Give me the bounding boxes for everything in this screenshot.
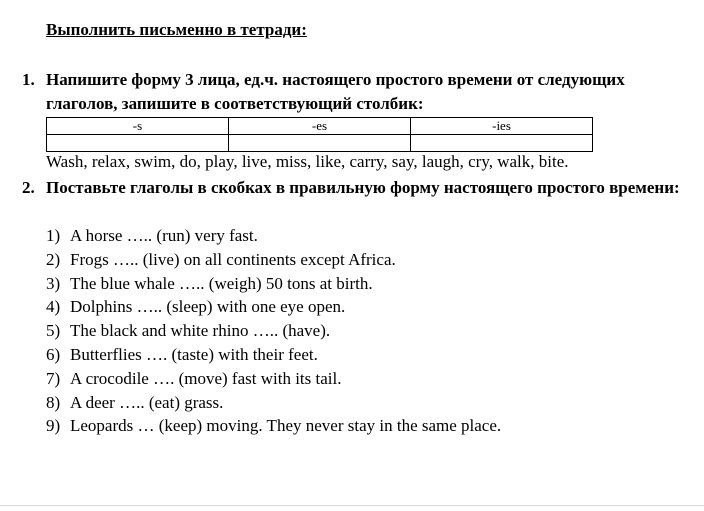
page-title: Выполнить письменно в тетради: <box>46 20 307 39</box>
sentence-number: 3) <box>46 273 61 293</box>
sentence-number: 6) <box>46 344 61 364</box>
sentence-text: The blue whale ….. (weigh) 50 tons at birth. <box>70 273 373 293</box>
table-header-row <box>47 118 593 135</box>
sentence-list <box>46 224 501 438</box>
table-cell-ies <box>411 135 593 152</box>
table-empty-row <box>47 135 593 152</box>
list-item <box>46 319 501 343</box>
sentence-text: A deer ….. (eat) grass. <box>70 392 224 412</box>
sentence-number: 5) <box>46 321 61 341</box>
verb-table <box>46 117 593 152</box>
sentence-text: The black and white rhino ….. (have). <box>70 321 331 341</box>
sentence-text: Butterflies …. (taste) with their feet. <box>70 344 318 364</box>
sentence-text: Frogs ….. (live) on all continents except Africa. <box>70 249 396 269</box>
sentence-text: A horse ….. (run) very fast. <box>70 226 258 245</box>
list-item <box>46 414 501 438</box>
task-2-text: Поставьте глаголы в скобках в правильную форму настоящего простого времени: <box>46 178 680 197</box>
table-header-s: -s <box>47 118 229 135</box>
sentence-number: 8) <box>46 392 61 412</box>
bottom-rule <box>0 505 704 506</box>
list-item <box>46 343 501 367</box>
sentence-number: 2) <box>46 249 61 269</box>
task-2 <box>22 176 692 200</box>
list-item <box>46 272 501 296</box>
list-item <box>46 248 501 272</box>
sentence-number: 7) <box>46 368 61 388</box>
table-header-es: -es <box>229 118 411 135</box>
verb-list: Wash, relax, swim, do, play, live, miss, like, carry, say, laugh, cry, walk, bite. <box>46 152 569 171</box>
sentence-number: 4) <box>46 297 61 317</box>
task-1-number: 1. <box>22 70 35 89</box>
task-1 <box>22 68 692 116</box>
sentence-text: Leopards … (keep) moving. They never stay in the same place. <box>70 416 502 436</box>
table-header-ies: -ies <box>411 118 593 135</box>
list-item <box>46 367 501 391</box>
task-2-number: 2. <box>22 178 35 197</box>
table-cell-es <box>229 135 411 152</box>
sentence-number: 9) <box>46 416 61 436</box>
sentence-number: 1) <box>46 226 61 245</box>
task-1-text: Напишите форму 3 лица, ед.ч. настоящего простого времени от следующих глаголов, запишите в соответствующий столбик: <box>46 70 625 113</box>
list-item <box>46 391 501 415</box>
sentence-text: Dolphins ….. (sleep) with one eye open. <box>70 297 346 317</box>
table-cell-s <box>47 135 229 152</box>
list-item <box>46 295 501 319</box>
sentence-text: A crocodile …. (move) fast with its tail. <box>70 368 342 388</box>
list-item <box>46 224 501 248</box>
